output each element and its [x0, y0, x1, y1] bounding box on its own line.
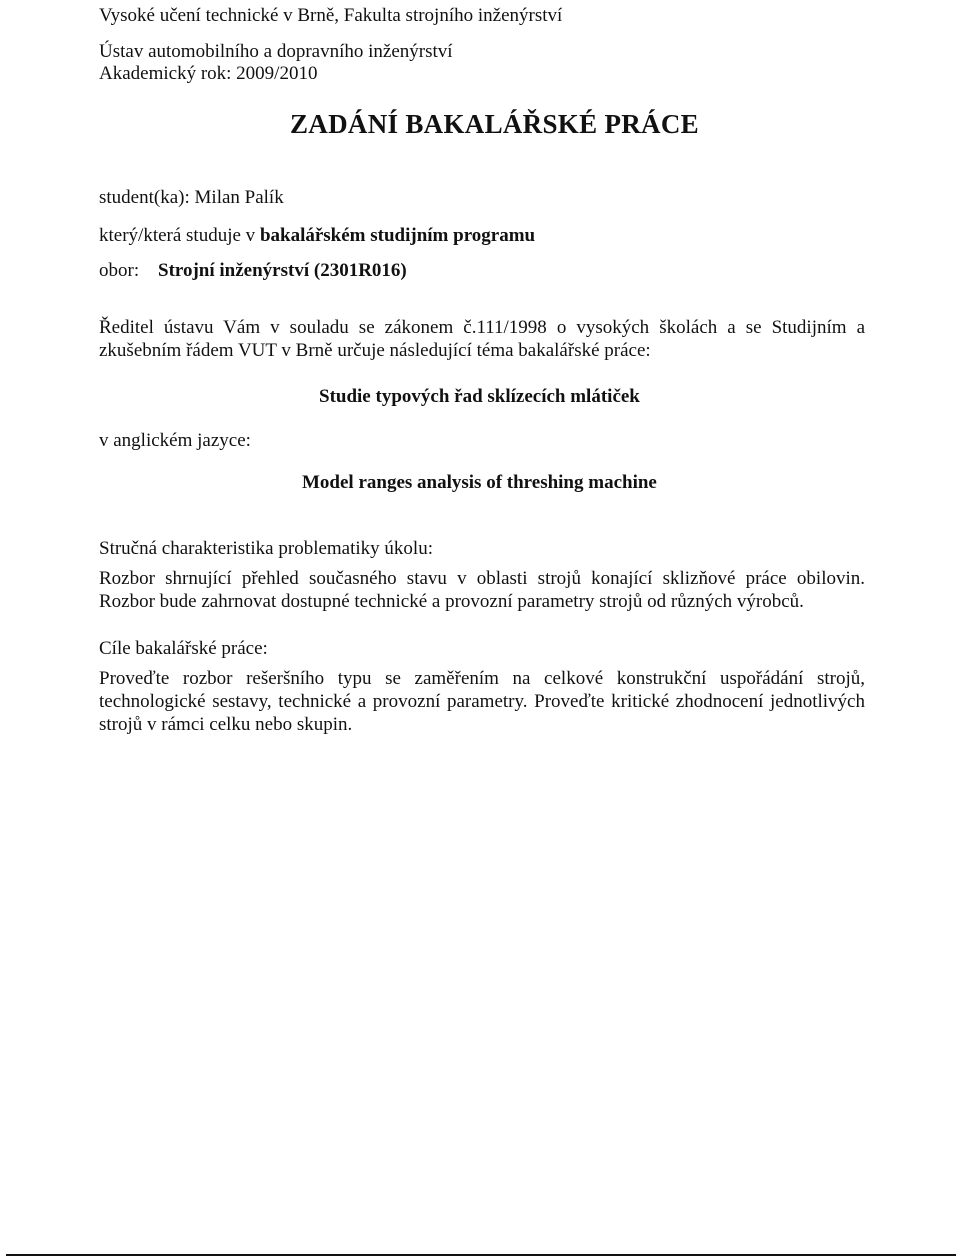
goals-text: Proveďte rozbor rešeršního typu se zaměřením na celkové konstrukční uspořádání strojů, technologické sestavy, technické a provozní parametry. Proveďte kritické zhodnocení jednotlivých strojů v rámci celku nebo skupin.: [99, 668, 865, 735]
student-name: Milan Palík: [194, 187, 284, 208]
program-line: [99, 224, 535, 248]
goals-heading: Cíle bakalářské práce:: [99, 638, 268, 659]
directive-paragraph: Ředitel ústavu Vám v souladu se zákonem č.111/1998 o vysokých školách a se Studijním a zkušebním řádem VUT v Brně určuje následující téma bakalářské práce:: [99, 317, 865, 361]
program-prefix: který/která studuje v: [99, 225, 256, 246]
topic-english: Model ranges analysis of threshing machine: [302, 472, 657, 493]
student-line: [99, 186, 284, 210]
student-label: student(ka):: [99, 187, 190, 208]
program-value: bakalářském studijním programu: [259, 225, 536, 246]
bottom-rule: [6, 1254, 956, 1256]
university-line: Vysoké učení technické v Brně, Fakulta strojního inženýrství: [99, 5, 563, 26]
academic-year: Akademický rok: 2009/2010: [99, 63, 318, 84]
field-value: Strojní inženýrství (2301R016): [158, 260, 407, 281]
field-label: obor:: [99, 260, 140, 281]
characteristics-heading: Stručná charakteristika problematiky úkolu:: [99, 538, 433, 559]
page-title: ZADÁNÍ BAKALÁŘSKÉ PRÁCE: [290, 109, 699, 139]
topic-czech: Studie typových řad sklízecích mlátiček: [319, 386, 640, 407]
characteristics-text: Rozbor shrnující přehled současného stavu v oblasti strojů konající sklizňové práce obilovin. Rozbor bude zahrnovat dostupné technické a provozní parametry strojů od různých výrobců.: [99, 568, 865, 612]
english-label: v anglickém jazyce:: [99, 430, 251, 451]
institute-line: Ústav automobilního a dopravního inženýrství: [99, 41, 453, 62]
